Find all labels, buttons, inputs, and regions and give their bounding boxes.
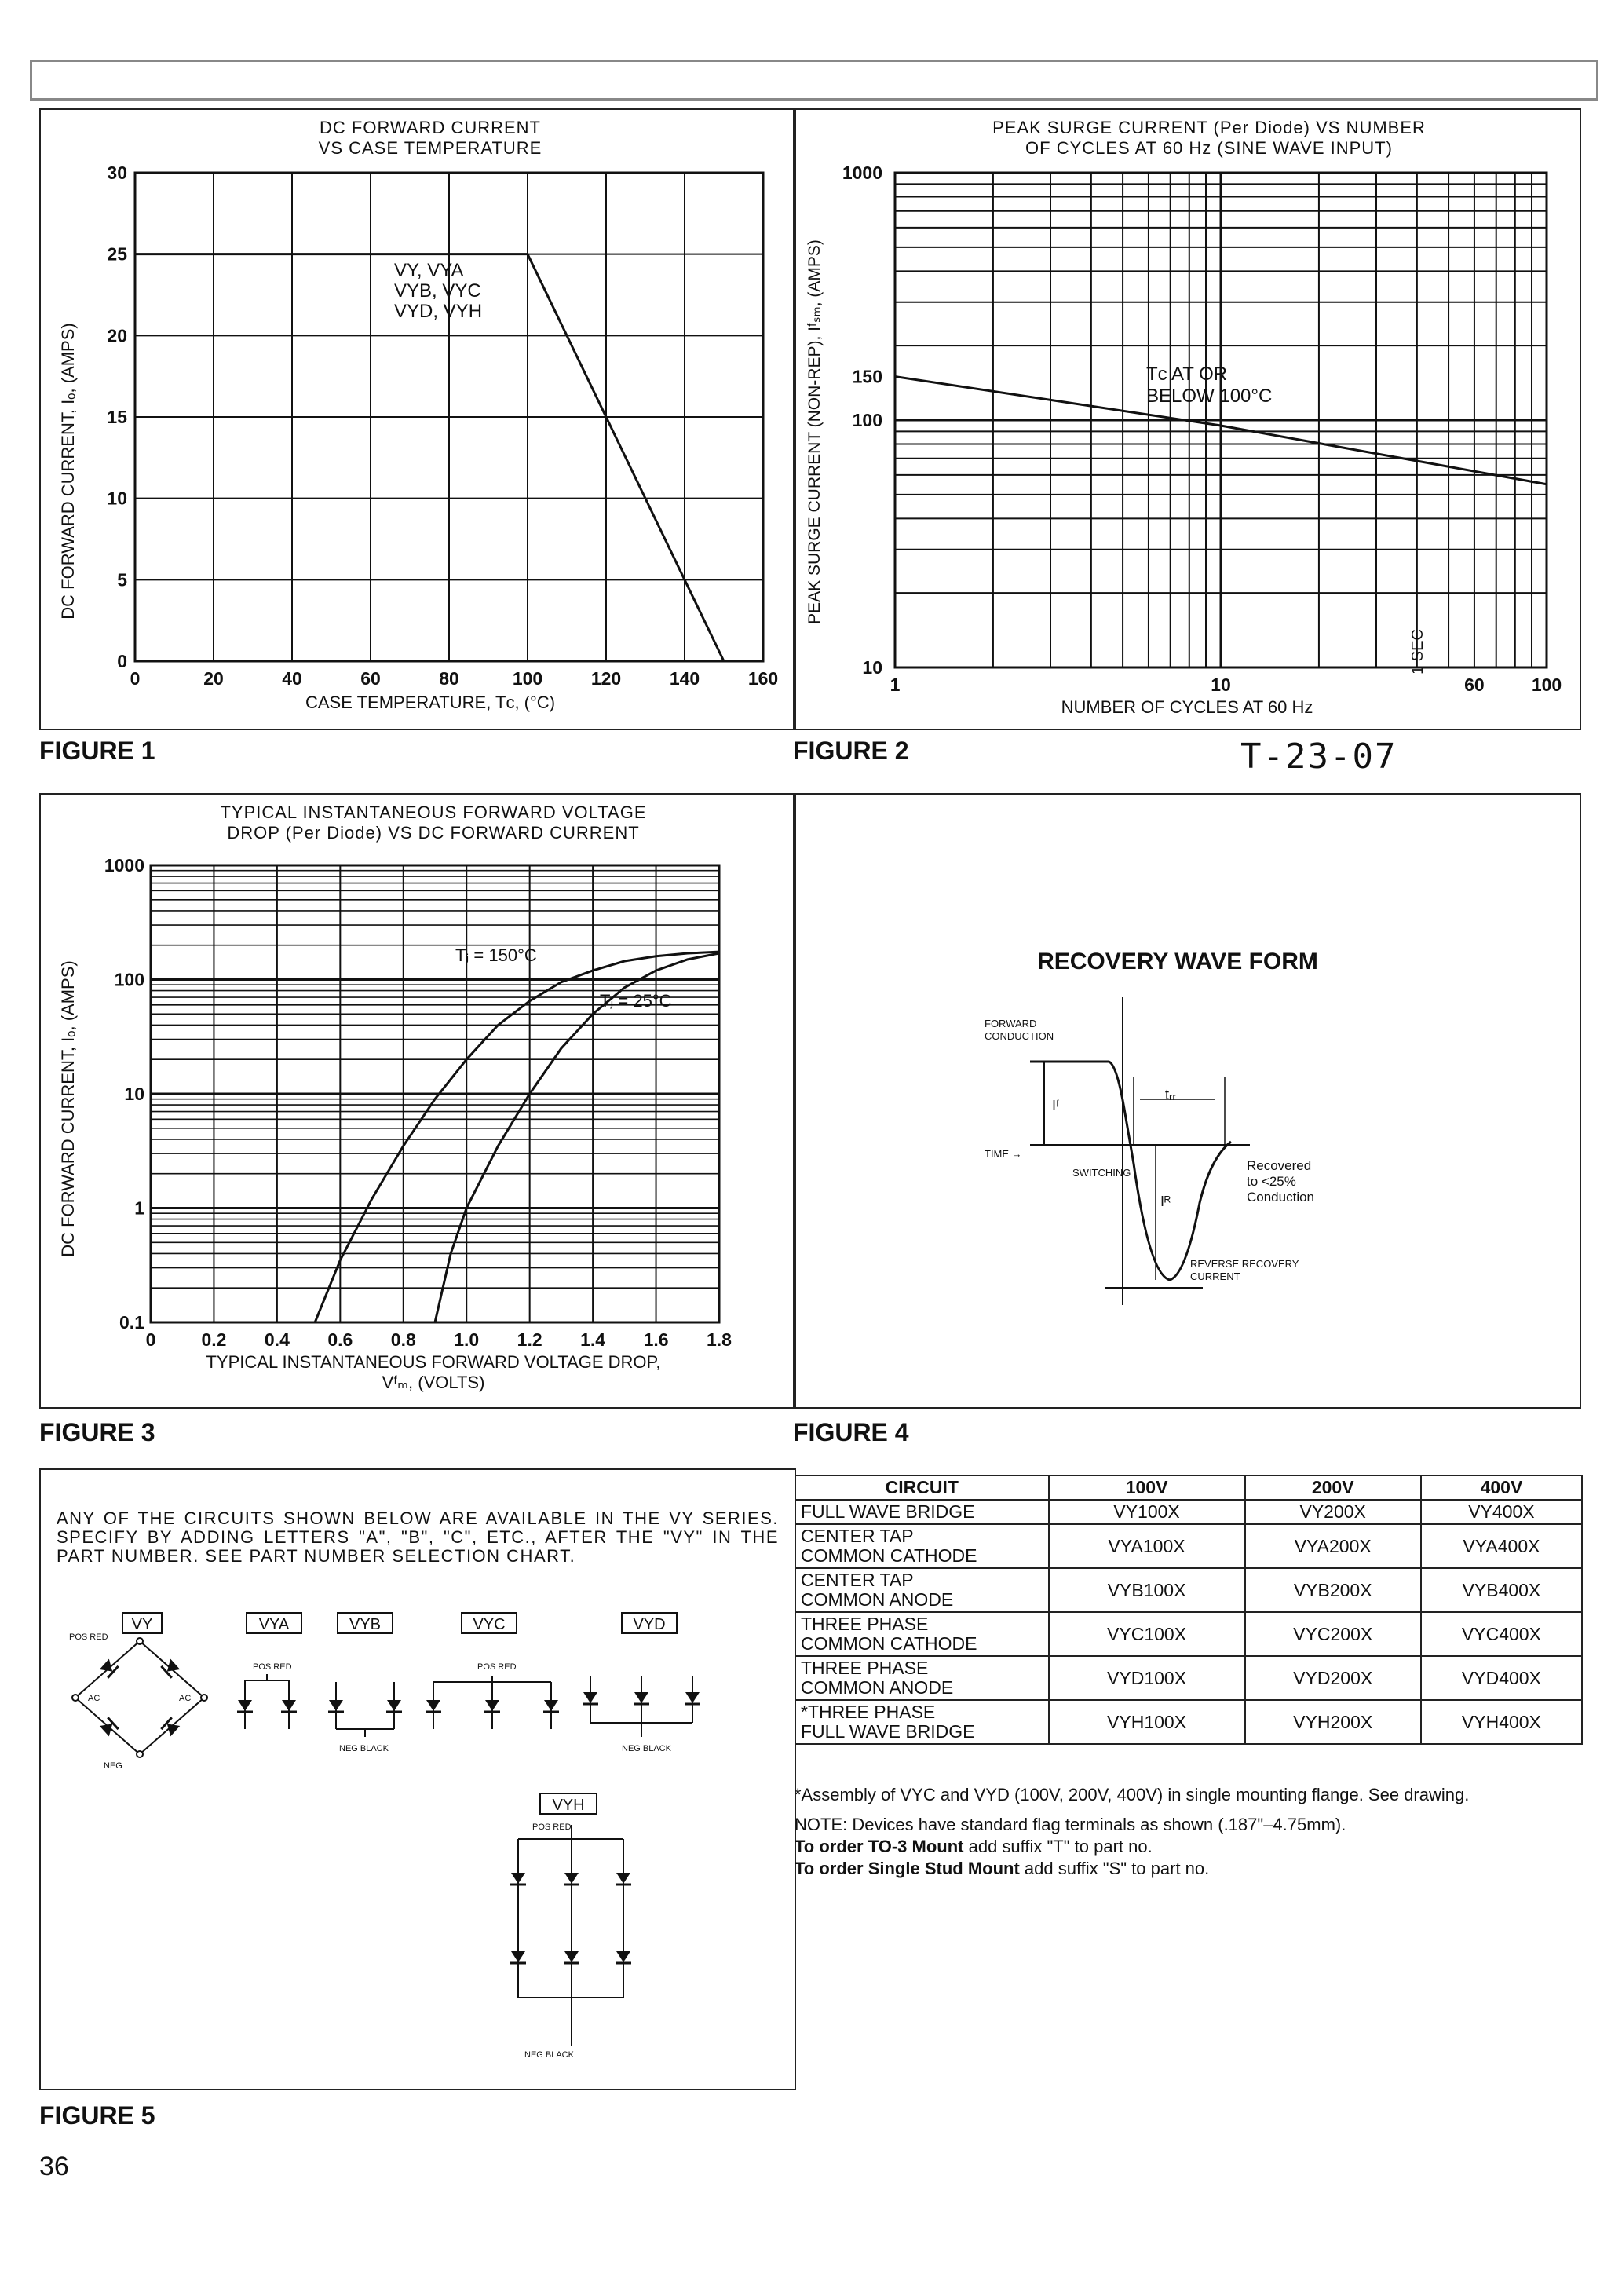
- figure4-waveform: [795, 795, 1580, 1407]
- figure1-ytick: 10: [107, 488, 127, 509]
- header-400v: 400V: [1421, 1475, 1582, 1500]
- diode-symbol: [543, 1700, 559, 1712]
- figure1-chart: [41, 110, 795, 729]
- figure4-time: TIME →: [985, 1148, 1022, 1160]
- figure3-xtick: 0.6: [327, 1329, 353, 1350]
- table-row: [795, 1524, 1582, 1568]
- figure3-xtick: 1.8: [707, 1329, 732, 1350]
- figure2-xtick: 1: [890, 675, 901, 695]
- header-bar: [30, 60, 1598, 101]
- circuit-vyd-diagram: [590, 1676, 692, 1737]
- figure4-switching: SWITCHING: [1072, 1167, 1131, 1179]
- circuit-vyc-label: VYC: [473, 1616, 506, 1633]
- figure3-xtick: 1.4: [580, 1329, 606, 1350]
- circuit-cell: CENTER TAP COMMON ANODE: [795, 1568, 1049, 1612]
- figure1-xtick: 140: [669, 668, 700, 689]
- figure3-xtick: 1.2: [517, 1329, 542, 1350]
- cell-200v: VYA200X: [1245, 1524, 1421, 1568]
- cell-200v: VYH200X: [1245, 1700, 1421, 1744]
- figure1-xtick: 100: [512, 668, 543, 689]
- part-number-table: [795, 1475, 1583, 1745]
- figure3-title-2: DROP (Per Diode) VS DC FORWARD CURRENT: [227, 823, 640, 843]
- figure1-ylabel: DC FORWARD CURRENT, Iₒ, (AMPS): [58, 323, 78, 620]
- header-100v: 100V: [1049, 1475, 1245, 1500]
- figure3-xtick: 0.4: [264, 1329, 290, 1350]
- figure2-title-2: OF CYCLES AT 60 Hz (SINE WAVE INPUT): [1025, 138, 1393, 158]
- note-stud: To order Single Stud Mount add suffix "S" to part no.: [795, 1859, 1210, 1878]
- figure1-title-2: VS CASE TEMPERATURE: [318, 138, 542, 158]
- cell-100v: VY100X: [1049, 1500, 1245, 1524]
- figure2-sec-label: 1 SEC: [1409, 629, 1427, 675]
- figure1-xtick: 40: [282, 668, 302, 689]
- figure3-xtick: 1.0: [454, 1329, 480, 1350]
- note-to3: To order TO-3 Mount add suffix "T" to part no.: [795, 1837, 1153, 1856]
- figure5-circuits: [41, 1470, 795, 2089]
- figure3-xtick: 0.8: [390, 1329, 416, 1350]
- circuit-vy-ac-left: AC: [88, 1694, 100, 1703]
- circuit-vyh-neg: NEG BLACK: [524, 2050, 574, 2060]
- diode-symbol: [583, 1692, 598, 1704]
- figure2-ytick: 1000: [842, 163, 882, 183]
- figure3-ytick: 1: [134, 1197, 144, 1219]
- figure3-ylabel: DC FORWARD CURRENT, Iₒ, (AMPS): [58, 960, 78, 1257]
- figure4-title: RECOVERY WAVE FORM: [1037, 949, 1318, 974]
- figure4-conduction: CONDUCTION: [985, 1030, 1054, 1042]
- cell-200v: VYD200X: [1245, 1656, 1421, 1700]
- circuit-vyc-box: [462, 1613, 517, 1633]
- table-row: [795, 1612, 1582, 1656]
- note-assembly: *Assembly of VYC and VYD (100V, 200V, 400V) in single mounting flange. See drawing.: [795, 1785, 1470, 1804]
- circuit-vyh-diagram: [518, 1825, 623, 2046]
- figure1-ytick: 0: [117, 651, 127, 671]
- circuit-vya-label: VYA: [258, 1616, 290, 1633]
- figure1-frame: [39, 108, 796, 730]
- figure3-curve2-label: Tⱼ = 25°C: [600, 991, 672, 1011]
- figure2-ytick: 10: [862, 657, 882, 678]
- diode-symbol: [634, 1692, 649, 1704]
- figure1-annot-1: VY, VYA: [394, 260, 464, 281]
- cell-400v: VY400X: [1421, 1500, 1582, 1524]
- cell-100v: VYD100X: [1049, 1656, 1245, 1700]
- circuit-cell: *THREE PHASE FULL WAVE BRIDGE: [795, 1700, 1049, 1744]
- figure3-ytick: 1000: [104, 855, 144, 876]
- document-stamp: T-23-07: [1240, 737, 1397, 777]
- circuit-vyd-box: [622, 1613, 677, 1633]
- figure5-label: FIGURE 5: [39, 2101, 155, 2130]
- figure1-annot-3: VYD, VYH: [394, 301, 483, 322]
- figure3-xtick: 0: [145, 1329, 156, 1350]
- circuit-cell: FULL WAVE BRIDGE: [795, 1500, 1049, 1524]
- figure4-ir: Iᴿ: [1160, 1194, 1171, 1209]
- table-row: [795, 1700, 1582, 1744]
- note-terminals: NOTE: Devices have standard flag terminals as shown (.187"–4.75mm).: [795, 1815, 1346, 1834]
- figure3-xtick: 1.6: [643, 1329, 669, 1350]
- figure4-if: Iᶠ: [1052, 1098, 1060, 1113]
- table-row: [795, 1656, 1582, 1700]
- figure3-series-25c: [435, 953, 719, 1322]
- figure1-title-1: DC FORWARD CURRENT: [320, 118, 541, 137]
- cell-200v: VYC200X: [1245, 1612, 1421, 1656]
- figure4-recovered-3: Conduction: [1247, 1190, 1315, 1205]
- circuit-vy-pos: POS RED: [69, 1632, 108, 1642]
- figure3-ytick: 0.1: [119, 1312, 144, 1333]
- figure2-title-1: PEAK SURGE CURRENT (Per Diode) VS NUMBER: [992, 118, 1426, 137]
- diode-symbol: [328, 1700, 344, 1712]
- circuit-vyc-pos: POS RED: [477, 1662, 517, 1672]
- figure5-text: ANY OF THE CIRCUITS SHOWN BELOW ARE AVAILABLE IN THE VY SERIES. SPECIFY BY ADDING LETTERS "A", "B", "C", ETC., AFTER THE "VY" IN THE PART NUMBER. SEE PART NUMBER SELECTION CHART.: [57, 1508, 779, 1566]
- circuit-vyb-label: VYB: [349, 1616, 382, 1633]
- figure1-xtick: 60: [360, 668, 381, 689]
- figure1-xtick: 80: [439, 668, 459, 689]
- figure2-xtick: 100: [1531, 675, 1562, 695]
- circuit-vy-label: VY: [131, 1616, 153, 1633]
- circuit-cell: CENTER TAP COMMON CATHODE: [795, 1524, 1049, 1568]
- cell-400v: VYH400X: [1421, 1700, 1582, 1744]
- figure1-xlabel: CASE TEMPERATURE, Tᴄ, (°C): [305, 693, 556, 712]
- figure3-frame: [39, 793, 796, 1409]
- diode-symbol: [484, 1700, 500, 1712]
- header-200v: 200V: [1245, 1475, 1421, 1500]
- figure4-reverse-2: CURRENT: [1190, 1270, 1240, 1282]
- figure2-xlabel: NUMBER OF CYCLES AT 60 Hz: [1061, 697, 1313, 717]
- circuit-vyh-pos: POS RED: [532, 1823, 572, 1832]
- diode-symbol: [510, 1951, 526, 1963]
- diode-symbol: [564, 1951, 579, 1963]
- diode-symbol: [386, 1700, 402, 1712]
- circuit-vyb-diagram: [336, 1682, 394, 1737]
- circuit-vyh-label: VYH: [552, 1797, 585, 1814]
- circuit-vya-diagram: [245, 1674, 289, 1729]
- figure1-xtick: 0: [130, 668, 141, 689]
- figure3-chart: [41, 795, 795, 1407]
- circuit-vyh-box: [540, 1793, 597, 1814]
- circuit-vy-neg: NEG: [104, 1761, 122, 1771]
- figure3-ytick: 10: [124, 1084, 144, 1104]
- circuit-vyd-label: VYD: [633, 1616, 666, 1633]
- figure4-recovered-1: Recovered: [1247, 1158, 1312, 1173]
- page-number: 36: [39, 2152, 69, 2181]
- diode-symbol: [616, 1873, 631, 1885]
- header-circuit: CIRCUIT: [795, 1475, 1049, 1500]
- figure2-xtick: 60: [1464, 675, 1485, 695]
- circuit-vyb-neg: NEG BLACK: [339, 1744, 389, 1753]
- diode-symbol: [281, 1700, 297, 1712]
- figure5-frame: [39, 1468, 796, 2090]
- circuit-vy-ac-right: AC: [179, 1694, 192, 1703]
- cell-100v: VYA100X: [1049, 1524, 1245, 1568]
- figure1-ytick: 25: [107, 243, 127, 265]
- table-notes: [795, 1784, 1583, 1880]
- diode-symbol: [426, 1700, 441, 1712]
- figure2-ytick: 150: [852, 366, 882, 387]
- circuit-vyb-box: [338, 1613, 393, 1633]
- figure1-xtick: 120: [590, 668, 622, 689]
- cell-400v: VYC400X: [1421, 1612, 1582, 1656]
- figure1-ytick: 5: [117, 569, 127, 590]
- circuit-cell: THREE PHASE COMMON CATHODE: [795, 1612, 1049, 1656]
- circuit-vya-box: [247, 1613, 301, 1633]
- figure4-reverse-1: REVERSE RECOVERY: [1190, 1258, 1299, 1270]
- figure1-annot-2: VYB, VYC: [394, 280, 481, 302]
- table-header-row: [795, 1475, 1582, 1500]
- cell-100v: VYC100X: [1049, 1612, 1245, 1656]
- figure4-trr: tᵣᵣ: [1165, 1087, 1176, 1102]
- cell-400v: VYB400X: [1421, 1568, 1582, 1612]
- figure3-xlabel-2: Vᶠₘ, (VOLTS): [382, 1373, 485, 1392]
- figure4-frame: [793, 793, 1581, 1409]
- figure1-ytick: 30: [107, 163, 127, 183]
- figure4-label: FIGURE 4: [793, 1418, 909, 1446]
- circuit-vya-pos: POS RED: [253, 1662, 292, 1672]
- diode-symbol: [564, 1873, 579, 1885]
- figure1-xtick: 160: [747, 668, 779, 689]
- figure3-ytick: 100: [114, 969, 144, 990]
- figure2-chart: [795, 110, 1580, 729]
- figure1-ytick: 15: [107, 407, 127, 427]
- cell-400v: VYA400X: [1421, 1524, 1582, 1568]
- figure4-forward: FORWARD: [985, 1018, 1037, 1029]
- cell-200v: VYB200X: [1245, 1568, 1421, 1612]
- diode-symbol: [685, 1692, 700, 1704]
- circuit-vy-box: [122, 1613, 162, 1633]
- figure3-label: FIGURE 3: [39, 1418, 155, 1446]
- figure1-ytick: 20: [107, 325, 127, 346]
- diode-symbol: [237, 1700, 253, 1712]
- figure2-frame: [793, 108, 1581, 730]
- table-row: [795, 1500, 1582, 1524]
- figure2-ylabel: PEAK SURGE CURRENT (NON-REP), Iᶠₛₘ, (AMPS): [806, 239, 824, 624]
- figure2-label: FIGURE 2: [793, 737, 909, 765]
- figure2-ytick: 100: [852, 410, 882, 430]
- cell-200v: VY200X: [1245, 1500, 1421, 1524]
- figure2-xtick: 10: [1211, 675, 1231, 695]
- figure3-xtick: 0.2: [201, 1329, 227, 1350]
- figure1-label: FIGURE 1: [39, 737, 155, 765]
- figure3-xlabel-1: TYPICAL INSTANTANEOUS FORWARD VOLTAGE DROP,: [206, 1352, 661, 1372]
- circuit-vyd-neg: NEG BLACK: [622, 1744, 671, 1753]
- cell-400v: VYD400X: [1421, 1656, 1582, 1700]
- figure2-annot-1: Tᴄ AT OR: [1146, 364, 1228, 385]
- figure3-curve1-label: Tⱼ = 150°C: [455, 945, 537, 965]
- diode-symbol: [510, 1873, 526, 1885]
- cell-100v: VYB100X: [1049, 1568, 1245, 1612]
- figure1-xtick: 20: [203, 668, 224, 689]
- circuit-cell: THREE PHASE COMMON ANODE: [795, 1656, 1049, 1700]
- figure4-recovered-2: to <25%: [1247, 1174, 1296, 1189]
- figure3-title-1: TYPICAL INSTANTANEOUS FORWARD VOLTAGE: [220, 803, 647, 822]
- figure2-annot-2: BELOW 100°C: [1146, 386, 1273, 407]
- diode-symbol: [616, 1951, 631, 1963]
- table-row: [795, 1568, 1582, 1612]
- cell-100v: VYH100X: [1049, 1700, 1245, 1744]
